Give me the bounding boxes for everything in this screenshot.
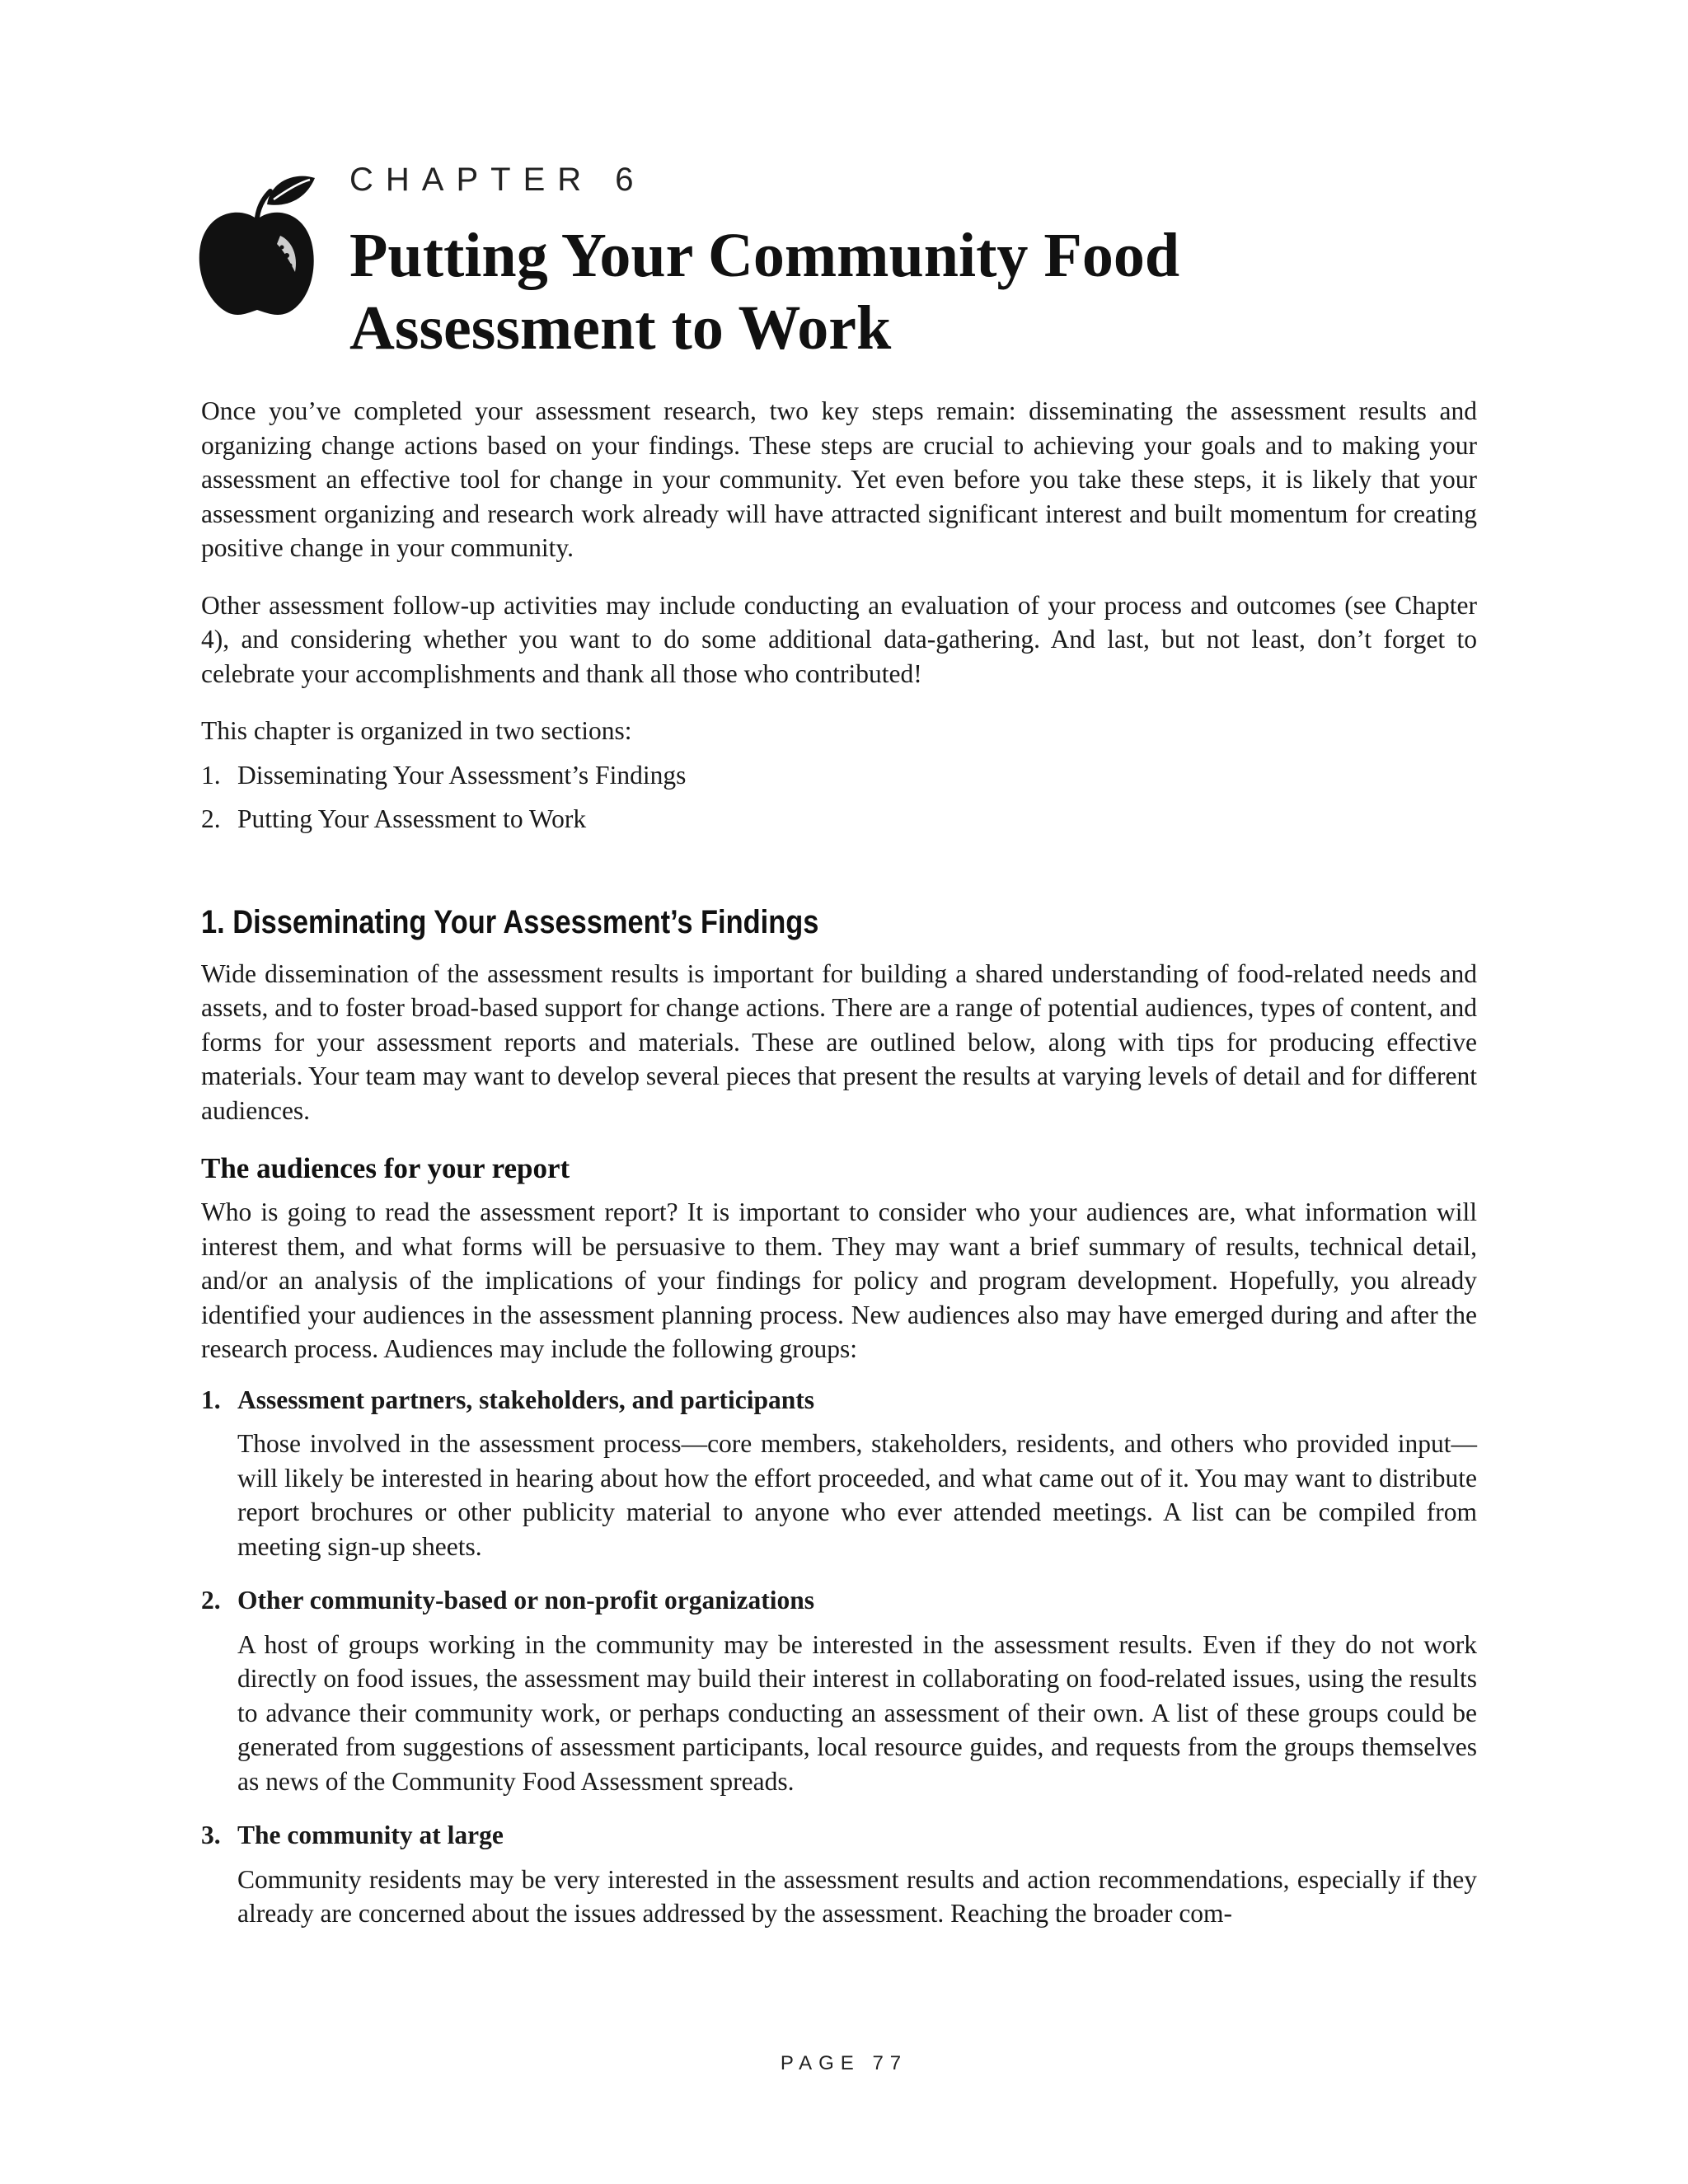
list-item-number: 2. [201, 804, 221, 833]
page-content [201, 394, 1477, 1931]
audience-title [201, 1583, 1477, 1618]
list-item-label: Disseminating Your Assessment’s Findings [237, 760, 687, 790]
list-item [201, 758, 1477, 793]
section-paragraph-2: Who is going to read the assessment report? It is important to consider who your audiences are, what information will interest them, and what forms will be persuasive to them. They may want a brief summary of results, technical detail, and/or an analysis of the implications of your findings for policy and program development. Hopefully, you already identified your audiences in the assessment planning process. New audiences also may have emerged during and after the research process. Audiences may include the following groups: [201, 1197, 1477, 1363]
intro-paragraph-2: Other assessment follow-up activities may include conducting an evaluation of your process and outcomes (see Chapter 4), and considering whether you want to do some additional data-gathering. And last, but not least, don’t forget to celebrate your accomplishments and thank all those who contributed! [201, 590, 1477, 688]
list-item-label: Putting Your Assessment to Work [237, 804, 587, 833]
subsection-heading: The audiences for your report [201, 1152, 570, 1184]
audiences-list [201, 1383, 1477, 1931]
audience-title [201, 1818, 1477, 1853]
audience-description: A host of groups working in the community may be interested in the assessment results. Even if they do not work directly on food issues, the assessment may build their interest in collaborating on food-related issues, using the results to advance their community work, or perhaps conducting an assessment of their own. A list of these groups could be generated from suggestions of assessment participants, local resource guides, and requests from the groups themselves as news of the Community Food Assessment spreads. [237, 1629, 1477, 1796]
apple-icon [195, 170, 318, 318]
chapter-title [349, 219, 1503, 364]
audience-description: Community residents may be very interested in the assessment results and action recommendations, especially if they already are concerned about the issues addressed by the assessment. Reaching the broader com- [237, 1864, 1477, 1928]
audience-item [201, 1383, 1477, 1564]
audience-number: 2. [201, 1586, 221, 1615]
intro-paragraph-1: Once you’ve completed your assessment research, two key steps remain: disseminating the assessment results and organizing change actions based on your findings. These steps are crucial to achieving your goals and to making your assessment an effective tool for change in your community. Yet even before you take these steps, it is likely that your assessment organizing and research work already will have attracted significant interest and built momentum for creating positive change in your community. [201, 396, 1477, 562]
section-heading: 1. Disseminating Your Assessment’s Findings [201, 903, 819, 940]
audience-number: 3. [201, 1821, 221, 1849]
audience-title [201, 1383, 1477, 1418]
chapter-title-line-2: Assessment to Work [349, 293, 892, 363]
audience-description: Those involved in the assessment process—core members, stakeholders, residents, and others who provided input—will likely be interested in hearing about how the effort proceeded, and what came out of it. You may want to distribute report brochures or other publicity material to anyone who ever attended meetings. A list can be compiled from meeting sign-up sheets. [237, 1429, 1477, 1561]
page-number: PAGE 77 [780, 2052, 908, 2074]
intro-paragraph-3: This chapter is organized in two sections: [201, 716, 632, 745]
audience-title-text: Assessment partners, stakeholders, and participants [237, 1385, 815, 1414]
audience-title-text: Other community-based or non-profit organizations [237, 1586, 815, 1615]
audience-title-text: The community at large [237, 1821, 504, 1849]
chapter-title-line-1: Putting Your Community Food [349, 221, 1180, 290]
audience-item [201, 1818, 1477, 1931]
audience-item [201, 1583, 1477, 1798]
chapter-sections-list [201, 758, 1477, 837]
section-paragraph-1: Wide dissemination of the assessment results is important for building a shared understanding of food-related needs and assets, and to foster broad-based support for change actions. There are a range of potential audiences, types of content, and forms for your assessment reports and materials. These are outlined below, along with tips for producing effective materials. Your team may want to develop several pieces that present the results at varying levels of detail and for different audiences. [201, 958, 1477, 1125]
chapter-label: CHAPTER 6 [349, 162, 646, 198]
list-item [201, 802, 1477, 837]
list-item-number: 1. [201, 760, 221, 790]
audience-number: 1. [201, 1385, 221, 1414]
